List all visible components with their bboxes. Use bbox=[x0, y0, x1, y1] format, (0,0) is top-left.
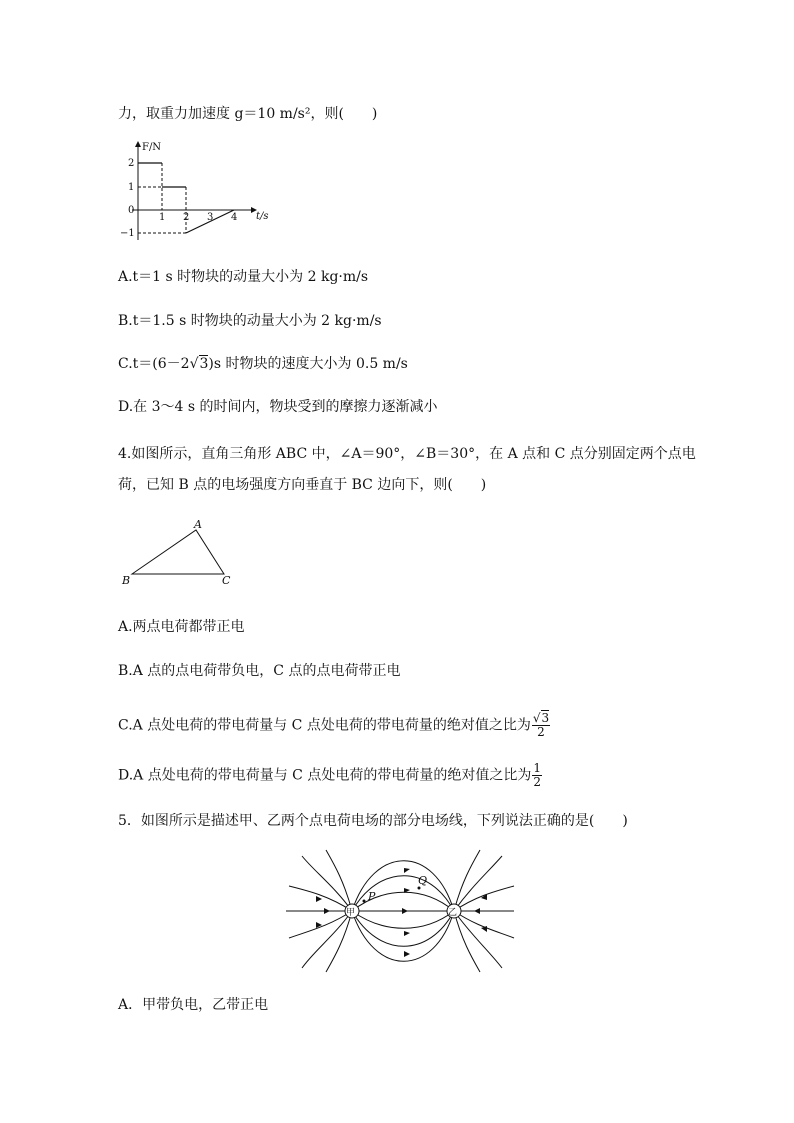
q4-option-b: B.A 点的点电荷带负电，C 点的点电荷带正电 bbox=[118, 663, 401, 679]
y-tick-neg1: −1 bbox=[120, 228, 135, 239]
y-tick-0: 0 bbox=[128, 205, 135, 216]
field-lines-figure bbox=[284, 846, 516, 976]
q5-stem: 5．如图所示是描述甲、乙两个点电荷电场的部分电场线，下列说法正确的是( ) bbox=[118, 813, 628, 829]
point-q-label: Q bbox=[418, 874, 428, 887]
x-axis-label: t/s bbox=[256, 211, 269, 222]
q4-option-c-text: C.A 点处电荷的带电荷量与 C 点处电荷的带电荷量的绝对值之比为 bbox=[118, 717, 531, 734]
q3-option-c-radicand: 3 bbox=[199, 356, 209, 372]
q4-option-a: A.两点电荷都带正电 bbox=[118, 619, 245, 635]
q3-option-c-suffix: )s 时物块的速度大小为 0.5 m/s bbox=[208, 356, 408, 372]
triangle-abc bbox=[132, 530, 224, 574]
y-tick-2: 2 bbox=[128, 158, 135, 169]
q4-stem-line2: 荷，已知 B 点的电场强度方向垂直于 BC 边向下，则( ) bbox=[118, 477, 487, 493]
q4-option-d-text: D.A 点处电荷的带电荷量与 C 点处电荷的带电荷量的绝对值之比为 bbox=[118, 767, 532, 784]
x-tick-4: 4 bbox=[231, 212, 238, 223]
charge-jia-label: 甲 bbox=[346, 908, 356, 918]
q3-option-d: D.在 3～4 s 的时间内，物块受到的摩擦力逐渐减小 bbox=[118, 399, 438, 415]
q5-option-a: A．甲带负电，乙带正电 bbox=[118, 997, 269, 1013]
charge-yi-label: 乙 bbox=[448, 908, 458, 918]
point-p-label: P bbox=[368, 890, 376, 903]
q4-option-c-fraction bbox=[532, 712, 550, 739]
vertex-c-label: C bbox=[222, 574, 231, 587]
sqrt-symbol: √ bbox=[532, 711, 541, 725]
q4-option-d-fraction bbox=[532, 762, 542, 789]
q3-option-c-prefix: C.t＝(6－2 bbox=[118, 356, 190, 372]
q3-option-a: A.t＝1 s 时物块的动量大小为 2 kg·m/s bbox=[118, 269, 369, 285]
q3-option-c bbox=[118, 355, 408, 373]
q4-option-d-denominator: 2 bbox=[533, 775, 541, 789]
q4-option-c bbox=[118, 712, 550, 739]
vertex-b-label: B bbox=[122, 574, 131, 587]
q3-stem: 力，取重力加速度 g＝10 m/s²，则( ) bbox=[118, 106, 378, 122]
y-tick-1: 1 bbox=[128, 182, 135, 193]
q4-option-c-denominator: 2 bbox=[537, 725, 545, 739]
q4-option-d-numerator: 1 bbox=[533, 761, 541, 775]
triangle-abc-figure bbox=[118, 518, 248, 588]
q4-option-c-numerator: 3 bbox=[541, 711, 550, 725]
q4-stem-line1: 4.如图所示，直角三角形 ABC 中，∠A＝90°，∠B＝30°，在 A 点和 C 点分别固定两个点电 bbox=[118, 446, 696, 462]
q4-option-d bbox=[118, 762, 542, 789]
sqrt-symbol: √ bbox=[189, 356, 199, 372]
x-tick-1: 1 bbox=[159, 212, 166, 223]
x-tick-3: 3 bbox=[207, 212, 214, 223]
point-p bbox=[363, 900, 366, 903]
x-tick-2: 2 bbox=[183, 212, 190, 223]
q3-option-b: B.t＝1.5 s 时物块的动量大小为 2 kg·m/s bbox=[118, 313, 382, 329]
vertex-a-label: A bbox=[194, 518, 202, 531]
y-axis-label: F/N bbox=[142, 142, 162, 153]
force-time-graph bbox=[118, 140, 288, 250]
